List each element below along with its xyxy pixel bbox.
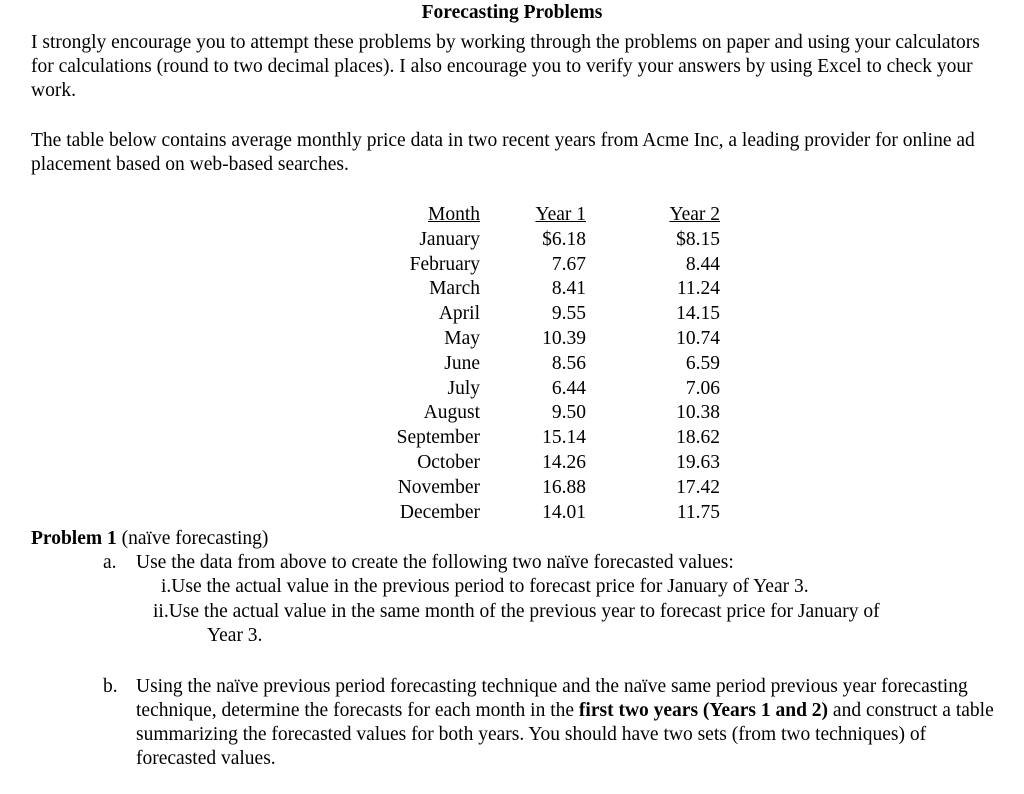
month-cell: May bbox=[444, 327, 480, 349]
year1-value-cell: 9.55 bbox=[551, 303, 586, 325]
price-table bbox=[380, 203, 720, 525]
year2-value-cell: $8.15 bbox=[676, 228, 720, 250]
year1-value-cell: 14.26 bbox=[542, 451, 586, 473]
year1-value-cell: 6.44 bbox=[551, 377, 586, 399]
table-header-row bbox=[380, 203, 720, 228]
sub-item-ii-line2: Year 3. bbox=[207, 625, 263, 646]
data-description-paragraph: The table below contains average monthly price data in two recent years from Acme Inc, a leading provider for online ad placement based on web-based searches. bbox=[31, 130, 975, 175]
year2-value-cell: 6.59 bbox=[685, 352, 720, 374]
month-cell: January bbox=[419, 228, 480, 250]
year1-value-cell: 14.01 bbox=[542, 501, 586, 523]
year2-value-cell: 10.38 bbox=[676, 402, 720, 424]
year1-value-cell: 9.50 bbox=[551, 402, 586, 424]
month-cell: July bbox=[447, 377, 480, 399]
problem-1-label: Problem 1 bbox=[31, 528, 117, 549]
month-cell: June bbox=[444, 352, 480, 374]
problem-1-topic: (naïve forecasting) bbox=[116, 528, 269, 549]
sub-item-ii-line1: ii.Use the actual value in the same month of the previous year to forecast price for January of bbox=[153, 601, 880, 622]
year1-value-cell: 7.67 bbox=[551, 253, 586, 275]
year2-column-header: Year 2 bbox=[669, 204, 720, 225]
year2-value-cell: 10.74 bbox=[676, 327, 720, 349]
month-cell: March bbox=[429, 278, 480, 300]
month-cell: October bbox=[417, 451, 480, 473]
table-row bbox=[380, 377, 720, 402]
month-cell: September bbox=[396, 427, 480, 449]
item-a-marker: a. bbox=[103, 552, 117, 573]
problem-1-heading bbox=[31, 527, 268, 551]
year1-value-cell: 16.88 bbox=[542, 476, 586, 498]
table-row bbox=[380, 253, 720, 278]
sub-item-i: i.Use the actual value in the previous period to forecast price for January of Year 3. bbox=[161, 576, 809, 597]
table-row bbox=[380, 352, 720, 377]
year2-value-cell: 17.42 bbox=[676, 476, 720, 498]
table-row bbox=[380, 476, 720, 501]
year2-value-cell: 7.06 bbox=[685, 377, 720, 399]
year2-value-cell: 14.15 bbox=[676, 303, 720, 325]
month-cell: November bbox=[397, 476, 480, 498]
year1-value-cell: 10.39 bbox=[542, 327, 586, 349]
year2-value-cell: 19.63 bbox=[676, 451, 720, 473]
table-row bbox=[380, 401, 720, 426]
year2-value-cell: 11.75 bbox=[676, 501, 720, 523]
year1-value-cell: 8.41 bbox=[551, 278, 586, 300]
year1-column-header: Year 1 bbox=[535, 204, 586, 225]
page-title: Forecasting Problems bbox=[421, 2, 603, 23]
table-row bbox=[380, 327, 720, 352]
sub-item-ii bbox=[153, 600, 973, 648]
month-cell: December bbox=[399, 501, 480, 523]
year1-value-cell: $6.18 bbox=[542, 228, 586, 250]
item-a-text: Use the data from above to create the following two naïve forecasted values: bbox=[136, 552, 734, 573]
item-b-emphasis: first two years (Years 1 and 2) bbox=[578, 700, 829, 721]
table-row bbox=[380, 451, 720, 476]
table-row bbox=[380, 501, 720, 526]
item-b-marker: b. bbox=[103, 676, 118, 697]
table-row bbox=[380, 426, 720, 451]
year2-value-cell: 18.62 bbox=[676, 427, 720, 449]
table-row bbox=[380, 302, 720, 327]
intro-paragraph: I strongly encourage you to attempt these problems by working through the problems on paper and using your calculators for calculations (round to two decimal places). I also encourage you to verify your answers by using Excel to check your work. bbox=[31, 32, 980, 101]
year2-value-cell: 11.24 bbox=[676, 278, 720, 300]
table-row bbox=[380, 277, 720, 302]
table-row bbox=[380, 228, 720, 253]
month-cell: April bbox=[438, 303, 480, 325]
year1-value-cell: 8.56 bbox=[551, 352, 586, 374]
month-cell: February bbox=[409, 253, 480, 275]
year1-value-cell: 15.14 bbox=[542, 427, 586, 449]
item-b-text: Using the naïve previous period forecasting technique and the naïve same period previous year forecasting technique, determine the forecasts for each month in the first two years (Years 1 and 2) and construct a table summarizing the forecasted values for both years. You should have two sets (from two techniques) of forecasted values. bbox=[136, 676, 994, 769]
month-column-header: Month bbox=[427, 204, 480, 225]
month-cell: August bbox=[423, 402, 480, 424]
year2-value-cell: 8.44 bbox=[685, 253, 720, 275]
